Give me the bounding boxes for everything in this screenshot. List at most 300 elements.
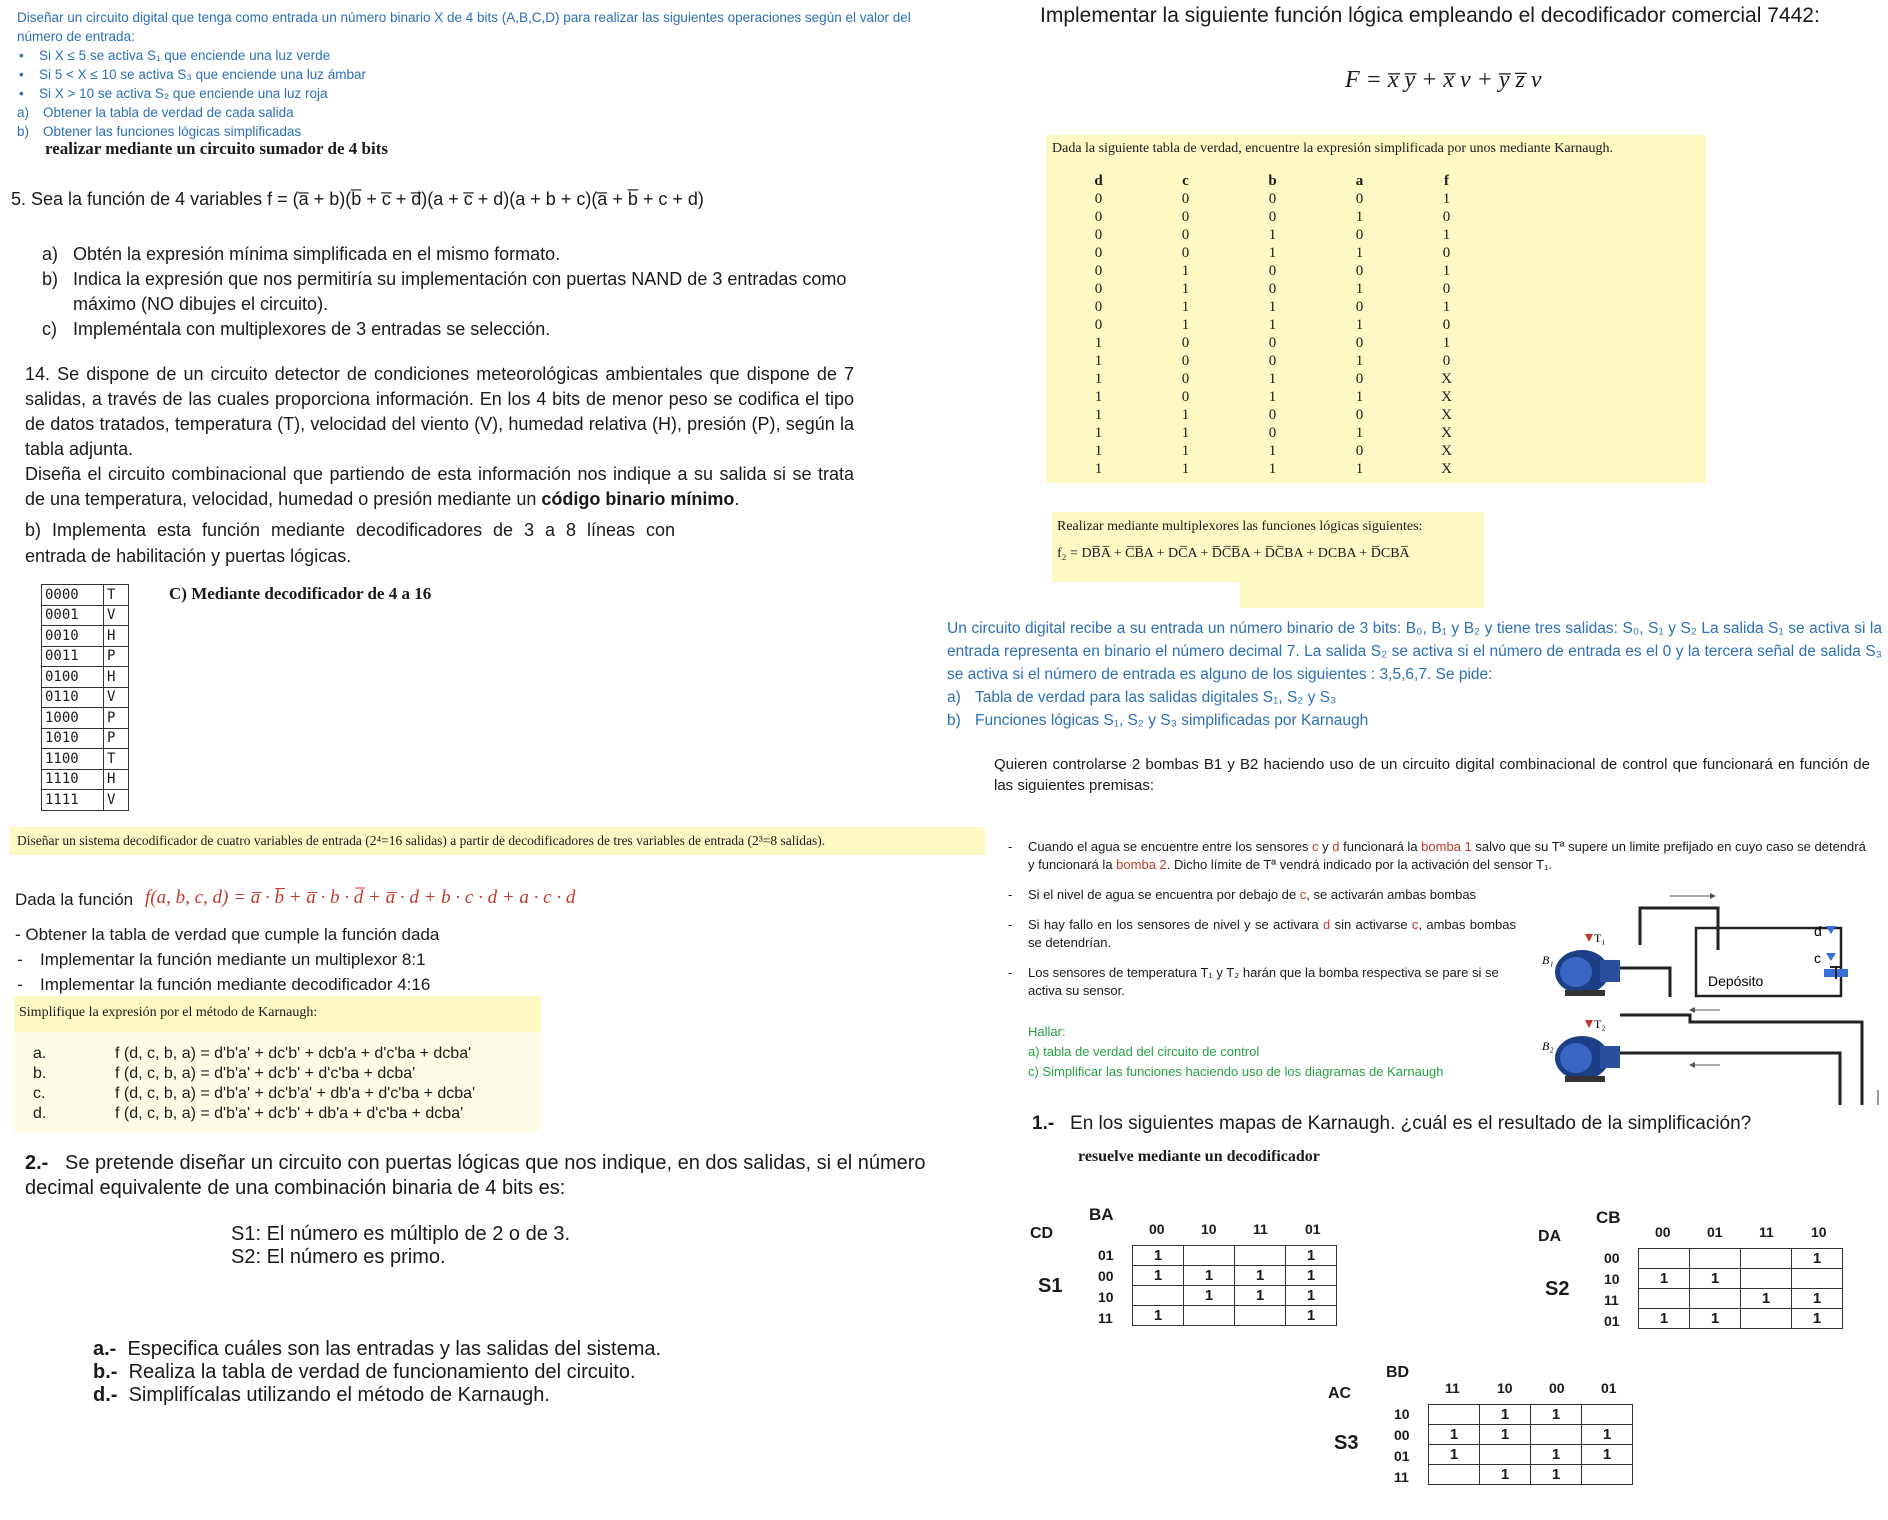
kmap-cell	[1690, 1289, 1741, 1309]
s1-col-var: BA	[1089, 1205, 1114, 1224]
kmap-row-label: 01	[1394, 1448, 1410, 1464]
table-cell: 1	[1181, 317, 1190, 333]
kmap-cell: 1	[1286, 1306, 1337, 1326]
table-cell: 1	[1268, 371, 1277, 387]
kmap-row-label: 10	[1394, 1406, 1410, 1422]
table-cell: 0	[1181, 209, 1190, 225]
kmap-cell: 1	[1184, 1286, 1235, 1306]
table-cell: 0	[1094, 191, 1103, 207]
table-cell: 1	[1094, 335, 1103, 351]
item-letter: b)	[17, 124, 30, 139]
kmap-cell: 1	[1531, 1405, 1582, 1425]
option-letter: d.	[33, 1105, 47, 1122]
sensor-c: c	[1299, 887, 1307, 902]
s1-map	[1132, 1245, 1337, 1326]
table-cell: 1	[1181, 425, 1190, 441]
type-cell: P	[104, 728, 129, 749]
table-cell: 0	[1181, 371, 1190, 387]
kmap-row-label: 01	[1604, 1313, 1620, 1329]
item-text: Obtener la tabla de verdad de cada salida	[43, 105, 294, 120]
kmap-cell	[1235, 1246, 1286, 1266]
option-letter: a.	[33, 1045, 47, 1062]
type-cell: P	[104, 646, 129, 667]
table-row	[1055, 244, 1490, 262]
kmap-cell: 1	[1480, 1465, 1531, 1485]
kmaps-subtitle: resuelve mediante un decodificador	[1078, 1148, 1320, 1165]
table-row	[42, 769, 129, 790]
table-row	[1055, 370, 1490, 388]
kmap-cell: 1	[1286, 1246, 1337, 1266]
kmap-col-label: 11	[1253, 1221, 1268, 1237]
item-text: Realiza la tabla de verdad de funcionamiento del circuito.	[128, 1361, 636, 1383]
option-letter: c.	[33, 1085, 46, 1102]
kmap-row-label: 11	[1394, 1469, 1409, 1485]
kmap-cell	[1531, 1425, 1582, 1445]
kmap-cell: 1	[1531, 1465, 1582, 1485]
option-text: f (d, c, b, a) = d'b'a' + dc'b' + d'c'ba + dcba'	[115, 1065, 416, 1082]
kmap-row	[1639, 1269, 1843, 1289]
problem-footer: realizar mediante un circuito sumador de 4 bits	[45, 139, 388, 158]
table-cell: 1	[1094, 443, 1103, 459]
kmap-col-label: 01	[1707, 1224, 1723, 1240]
kmaps-title	[1032, 1113, 1751, 1135]
paragraph-text: .	[734, 489, 740, 509]
pipe-1	[1620, 968, 1670, 997]
table-cell: 0	[1355, 227, 1364, 243]
table-cell: 0	[1268, 281, 1277, 297]
code-cell: 1100	[42, 749, 104, 770]
column-header: f	[1444, 173, 1449, 189]
code-cell: 1010	[42, 728, 104, 749]
sensor-d-label: d	[1814, 923, 1822, 939]
item-text: Tabla de verdad para las salidas digitales S₁, S₂ y S₃	[975, 689, 1337, 706]
option-letter: b.	[33, 1065, 47, 1082]
table-cell: 0	[1268, 209, 1277, 225]
kmap-col-label: 00	[1549, 1380, 1565, 1396]
premise-text: , se activarán ambas bombas	[1306, 887, 1477, 902]
table-row	[1055, 262, 1490, 280]
item-letter: b)	[947, 712, 961, 729]
table-cell: X	[1441, 389, 1452, 405]
kmap-col-label: 00	[1149, 1221, 1165, 1237]
item-text: Funciones lógicas S₁, S₂ y S₃ simplificadas por Karnaugh	[975, 712, 1369, 729]
code-cell: 0001	[42, 605, 104, 626]
truth-table	[1055, 172, 1490, 478]
output-s2: S2: El número es primo.	[231, 1246, 446, 1268]
table-cell: 0	[1268, 425, 1277, 441]
task-item: a) tabla de verdad del circuito de control	[1028, 1044, 1260, 1059]
kmap-row	[1429, 1405, 1633, 1425]
kmap-col-label: 00	[1655, 1224, 1671, 1240]
kmap-cell: 1	[1792, 1309, 1843, 1329]
table-cell: 1	[1355, 209, 1364, 225]
table-cell: 0	[1094, 227, 1103, 243]
code-cell: 0010	[42, 626, 104, 647]
task-item: - Implementar la función mediante decodificador 4:16	[15, 972, 439, 997]
table-cell: 1	[1355, 281, 1364, 297]
option[interactable]	[33, 1104, 475, 1124]
table-row	[1055, 442, 1490, 460]
table-row	[42, 708, 129, 729]
pump-2: bomba 2	[1116, 857, 1167, 872]
problem-number: 2.-	[25, 1152, 49, 1174]
s2-name: S2	[1545, 1278, 1570, 1300]
premise-item	[1006, 886, 1526, 904]
item-text: Simplifícalas utilizando el método de Karnaugh.	[128, 1384, 550, 1406]
column-header: b	[1268, 173, 1277, 189]
table-cell: 1	[1268, 443, 1277, 459]
table-cell: 1	[1094, 371, 1103, 387]
t2-marker	[1585, 1020, 1593, 1028]
problem-paragraph: 14. Se dispone de un circuito detector de condiciones meteorológicas ambientales que dispone de 7 salidas, a través de las cuales proporciona información. En los 4 bits de menor peso se codifica el tipo de datos tratados, temperatura (T), velocidad del viento (V), humedad relativa (H), presión (P), según la tabla adjunta.	[25, 364, 854, 459]
item-text: Indica la expresión que nos permitiría su implementación con puertas NAND de 3 entradas como máximo (NO dibujes el circuito).	[73, 269, 847, 314]
item-letter: b.-	[93, 1361, 118, 1383]
table-cell: 0	[1268, 335, 1277, 351]
paragraph-text: Diseña el circuito combinacional que partiendo de esta información nos indique a su salida si se trata de una temperatura, velocidad, humedad o presión mediante un	[25, 464, 854, 509]
table-cell: 0	[1181, 245, 1190, 261]
code-cell: 1000	[42, 708, 104, 729]
kmap-cell	[1639, 1249, 1690, 1269]
kmap-cell: 1	[1133, 1246, 1184, 1266]
tank-label: Depósito	[1708, 973, 1764, 989]
item-letter: d.-	[93, 1384, 118, 1406]
table-row	[42, 790, 129, 811]
table-row	[1055, 388, 1490, 406]
karnaugh-options	[33, 1044, 475, 1124]
option[interactable]	[33, 1064, 475, 1084]
kmap-cell: 1	[1531, 1445, 1582, 1465]
table-cell: 0	[1355, 263, 1364, 279]
list-item: • Si 5 < X ≤ 10 se activa S₃ que enciende una luz ámbar	[17, 65, 947, 84]
table-row	[42, 667, 129, 688]
table-row	[1055, 334, 1490, 352]
table-row	[42, 646, 129, 667]
problem-paragraph: Un circuito digital recibe a su entrada un número binario de 3 bits: B₀, B₁ y B₂ y tiene tres salidas: S₀, S₁ y S₂ La salida S₁ se activa si la entrada representa en binario el número decimal 7. La salida S₂ se activa si el número de entrada es el 0 y la tercera señal de salida S₃ se activa si el número de entrada es alguno de los siguientes : 3,5,6,7. Se pide:	[947, 620, 1882, 683]
kmap-col-label: 10	[1811, 1224, 1827, 1240]
kmap-row-label: 00	[1098, 1268, 1114, 1284]
table-cell: 0	[1442, 281, 1451, 297]
table-cell: 1	[1094, 425, 1103, 441]
kmap-cell	[1582, 1405, 1633, 1425]
table-cell: 1	[1094, 389, 1103, 405]
table-cell: 1	[1355, 425, 1364, 441]
kmap-col-label: 11	[1445, 1380, 1460, 1396]
kmap-row	[1133, 1306, 1337, 1326]
table-row	[42, 687, 129, 708]
kmap-row	[1133, 1286, 1337, 1306]
problem-intro: Diseñar un circuito digital que tenga como entrada un número binario X de 4 bits (A,B,C,D) para realizar las siguientes operaciones según el valor del número de entrada:	[17, 10, 911, 44]
problem-14	[25, 362, 854, 512]
kmap-cell: 1	[1741, 1289, 1792, 1309]
kmap-cell: 1	[1792, 1289, 1843, 1309]
kmap-row	[1133, 1266, 1337, 1286]
kmap-cell	[1741, 1269, 1792, 1289]
truth-table-header: Dada la siguiente tabla de verdad, encuentre la expresión simplificada por unos mediante Karnaugh.	[1052, 141, 1613, 156]
table-row	[1055, 208, 1490, 226]
kmap-cell: 1	[1133, 1306, 1184, 1326]
kmap-cell	[1741, 1249, 1792, 1269]
item-letter: a)	[17, 105, 30, 120]
table-cell: 0	[1094, 263, 1103, 279]
column-header: a	[1355, 173, 1364, 189]
table-cell: 0	[1181, 389, 1190, 405]
three-bit-problem	[947, 617, 1882, 732]
problem-paragraph-2	[25, 462, 854, 512]
table-row	[1055, 190, 1490, 208]
table-row	[42, 585, 129, 606]
sensor-c: c	[1411, 917, 1419, 932]
table-cell: 0	[1094, 317, 1103, 333]
kmap-cell: 1	[1639, 1269, 1690, 1289]
premise-text: funcionará la	[1339, 839, 1422, 854]
kmap-cell	[1582, 1465, 1633, 1485]
sensor-c-marker	[1826, 953, 1836, 961]
table-cell: 1	[1181, 299, 1190, 315]
code-cell: 0011	[42, 646, 104, 667]
table-cell: 0	[1442, 353, 1451, 369]
task-item: c) Simplificar las funciones haciendo uso de los diagramas de Karnaugh	[1028, 1064, 1444, 1079]
problem-2-outputs	[231, 1223, 570, 1269]
s3-col-var: BD	[1386, 1364, 1410, 1381]
pumps-diagram	[1540, 890, 1885, 1105]
premise-text: salvo que su Tª supere un limite prefijado en cuyo caso se detendrá y funcionará la	[1028, 839, 1866, 872]
table-cell: 1	[1442, 335, 1451, 351]
decoder-7442-formula: F = x̅ y̅ + x̅ v + y̅ z̅ v	[1345, 67, 1542, 93]
table-cell: 0	[1268, 353, 1277, 369]
sensor-d-marker	[1826, 926, 1836, 934]
kmap-cell	[1184, 1246, 1235, 1266]
flow-arrow-head	[1710, 893, 1716, 899]
code-cell: 0110	[42, 687, 104, 708]
b1-label: B₁	[1542, 953, 1554, 967]
premise-text: Si el nivel de agua se encuentra por debajo de	[1028, 887, 1300, 902]
option-text: f (d, c, b, a) = d'b'a' + dc'b' + dcb'a + d'c'ba + dcba'	[115, 1045, 472, 1062]
table-cell: 1	[1268, 389, 1277, 405]
pump-1-icon	[1555, 950, 1620, 996]
kmap-row	[1429, 1445, 1633, 1465]
list-item: • Si X ≤ 5 se activa S₁ que enciende una luz verde	[17, 46, 947, 65]
table-cell: 1	[1181, 407, 1190, 423]
t1-label: T₁	[1594, 931, 1606, 945]
karnaugh-header: Simplifique la expresión por el método de Karnaugh:	[19, 1005, 318, 1020]
s2-col-var: CB	[1596, 1208, 1621, 1227]
table-cell: 1	[1355, 389, 1364, 405]
table-cell: 1	[1442, 191, 1451, 207]
premise-item	[1006, 916, 1516, 952]
item-letter: a)	[42, 244, 59, 264]
function-tasks	[15, 922, 439, 997]
table-cell: 0	[1355, 335, 1364, 351]
b2-label: B₂	[1542, 1039, 1554, 1053]
type-cell: T	[104, 585, 129, 606]
paragraph-bold: código binario mínimo	[541, 489, 735, 509]
kmap-cell: 1	[1429, 1425, 1480, 1445]
condition-list	[17, 46, 947, 103]
kmap-row-label: 11	[1604, 1292, 1619, 1308]
sensor-d: d	[1322, 917, 1331, 932]
decoder-title: C) Mediante decodificador de 4 a 16	[169, 584, 432, 603]
table-cell: X	[1441, 461, 1452, 477]
problem-2-items	[93, 1338, 661, 1407]
pumps-tasks	[1028, 1022, 1444, 1082]
table-row	[1055, 424, 1490, 442]
table-cell: 1	[1181, 461, 1190, 477]
table-cell: 1	[1181, 281, 1190, 297]
table-cell: 0	[1094, 245, 1103, 261]
type-cell: V	[104, 790, 129, 811]
kmap-row	[1639, 1309, 1843, 1329]
kmap-cell: 1	[1690, 1309, 1741, 1329]
kmap-cell	[1235, 1306, 1286, 1326]
kmap-cell	[1133, 1286, 1184, 1306]
decoder-7442-title: Implementar la siguiente función lógica empleando el decodificador comercial 7442:	[1040, 4, 1820, 27]
table-cell: X	[1441, 443, 1452, 459]
pipe-2	[1620, 1053, 1840, 1105]
list-item: • Si X > 10 se activa S₂ que enciende una luz roja	[17, 84, 947, 103]
table-row	[42, 728, 129, 749]
problem-14-item-b: b) Implementa esta función mediante decodificadores de 3 a 8 líneas con entrada de habilitación y puertas lógicas.	[25, 520, 675, 566]
s2-map	[1638, 1248, 1843, 1329]
table-cell: 0	[1355, 191, 1364, 207]
table-cell: X	[1441, 407, 1452, 423]
type-cell: V	[104, 605, 129, 626]
table-cell: 0	[1442, 317, 1451, 333]
kmap-cell: 1	[1235, 1286, 1286, 1306]
kmap-cell	[1429, 1465, 1480, 1485]
option[interactable]	[33, 1044, 475, 1064]
table-cell: 1	[1442, 299, 1451, 315]
item-text: Obtener las funciones lógicas simplificadas	[43, 124, 302, 139]
table-cell: 0	[1181, 353, 1190, 369]
item-letter: a.-	[93, 1338, 117, 1360]
item-letter: c)	[42, 319, 57, 339]
pumps-intro: Quieren controlarse 2 bombas B1 y B2 haciendo uso de un circuito digital combinacional de control que funcionará en función de las siguientes premisas:	[994, 756, 1870, 794]
tasks-heading: Hallar:	[1028, 1024, 1066, 1039]
item-text: Impleméntala con multiplexores de 3 entradas se selección.	[73, 319, 551, 339]
code-cell: 0100	[42, 667, 104, 688]
kmap-col-label: 10	[1201, 1221, 1217, 1237]
kmap-cell: 1	[1286, 1266, 1337, 1286]
kmap-row	[1429, 1465, 1633, 1485]
problem-5	[11, 189, 851, 210]
type-cell: V	[104, 687, 129, 708]
option[interactable]	[33, 1084, 475, 1104]
kmap-row-label: 10	[1098, 1289, 1114, 1305]
kmap-cell	[1741, 1309, 1792, 1329]
sensor-d: d	[1332, 839, 1340, 854]
problem-2	[25, 1151, 975, 1201]
item-letter: a)	[947, 689, 961, 706]
function-label: Dada la función	[15, 890, 134, 909]
table-cell: 0	[1442, 245, 1451, 261]
mux-header: Realizar mediante multiplexores las funciones lógicas siguientes:	[1057, 519, 1423, 534]
output-s1: S1: El número es múltiplo de 2 o de 3.	[231, 1223, 571, 1245]
table-cell: 1	[1442, 227, 1451, 243]
function-formula: f(a, b, c, d) = a̅ · b̅ + a̅ · b · d̅ + a̅ · d + b · c · d + a · c · d	[145, 887, 576, 908]
option-text: f (d, c, b, a) = d'b'a' + dc'b'a' + db'a + d'c'ba + dcba'	[115, 1085, 476, 1102]
premise-text: , ambas bombas se detendrían.	[1028, 917, 1516, 950]
kmap-cell	[1639, 1289, 1690, 1309]
type-cell: H	[104, 626, 129, 647]
table-row	[42, 749, 129, 770]
table-cell: 0	[1094, 281, 1103, 297]
s1-row-var: CD	[1030, 1225, 1054, 1242]
code-cell: 1111	[42, 790, 104, 811]
table-cell: 0	[1181, 335, 1190, 351]
table-cell: 1	[1268, 461, 1277, 477]
type-cell: T	[104, 749, 129, 770]
premise-item: - Los sensores de temperatura T₁ y T₂ harán que la bomba respectiva se pare si se activa su sensor.	[1006, 964, 1516, 1000]
premise-text: . Dicho límite de Tª vendrá indicado por la activación del sensor T₁.	[1166, 857, 1552, 872]
table-cell: X	[1441, 371, 1452, 387]
kmap-row-label: 00	[1604, 1250, 1620, 1266]
table-cell: 1	[1355, 317, 1364, 333]
item-letter: b)	[42, 269, 59, 289]
table-cell: 1	[1181, 263, 1190, 279]
kmap-row	[1639, 1289, 1843, 1309]
kmap-cell: 1	[1792, 1249, 1843, 1269]
flow-arrow-head	[1689, 1007, 1695, 1013]
kmap-cell: 1	[1184, 1266, 1235, 1286]
kmap-cell: 1	[1286, 1286, 1337, 1306]
table-cell: 0	[1355, 371, 1364, 387]
table-cell: 0	[1268, 407, 1277, 423]
kmap-cell	[1792, 1269, 1843, 1289]
table-cell: 1	[1268, 245, 1277, 261]
kmap-cell: 1	[1480, 1405, 1531, 1425]
kmap-col-label: 01	[1601, 1380, 1617, 1396]
mux-formula: f₂ = DB̅A̅ + C̅B̅A + DC̅A + D̅C̅B̅A + D̅C̅BA + DCBA + D̅CBA̅	[1057, 546, 1410, 561]
s3-row-var: AC	[1328, 1385, 1352, 1402]
table-cell: 1	[1181, 443, 1190, 459]
column-header: d	[1094, 173, 1103, 189]
item-text: Especifica cuáles son las entradas y las salidas del sistema.	[127, 1338, 662, 1360]
premise-text: y	[1318, 839, 1333, 854]
table-cell: 0	[1268, 263, 1277, 279]
task-list	[17, 103, 947, 141]
kmap-row	[1133, 1246, 1337, 1266]
premise-text: Si hay fallo en los sensores de nivel y se activara	[1028, 917, 1323, 932]
problem-text: En los siguientes mapas de Karnaugh. ¿cuál es el resultado de la simplificación?	[1070, 1113, 1752, 1134]
table-cell: 1	[1355, 353, 1364, 369]
table-cell: 1	[1268, 299, 1277, 315]
kmap-row-label: 11	[1098, 1310, 1113, 1326]
kmap-row-label: 00	[1394, 1427, 1410, 1443]
table-cell: 1	[1094, 407, 1103, 423]
task-item: - Obtener la tabla de verdad que cumple la función dada	[15, 925, 440, 944]
kmap-row	[1639, 1249, 1843, 1269]
kmap-cell: 1	[1133, 1266, 1184, 1286]
pump-1: bomba 1	[1421, 839, 1472, 854]
problem-traffic-lights	[17, 8, 947, 141]
type-cell: P	[104, 708, 129, 729]
table-cell: 1	[1442, 263, 1451, 279]
type-cell: H	[104, 769, 129, 790]
flow-arrow-head	[1689, 1062, 1695, 1068]
kmap-cell: 1	[1429, 1445, 1480, 1465]
table-cell: 1	[1268, 317, 1277, 333]
kmap-cell: 1	[1582, 1445, 1633, 1465]
problem-5-items	[42, 242, 852, 342]
table-row	[1055, 352, 1490, 370]
table-cell: 0	[1268, 191, 1277, 207]
table-cell: 1	[1268, 227, 1277, 243]
pump-2-icon	[1555, 1036, 1620, 1082]
table-cell: 0	[1094, 299, 1103, 315]
s3-map	[1428, 1404, 1633, 1485]
problem-number: 1.-	[1032, 1113, 1055, 1134]
premise-item	[1006, 838, 1866, 874]
